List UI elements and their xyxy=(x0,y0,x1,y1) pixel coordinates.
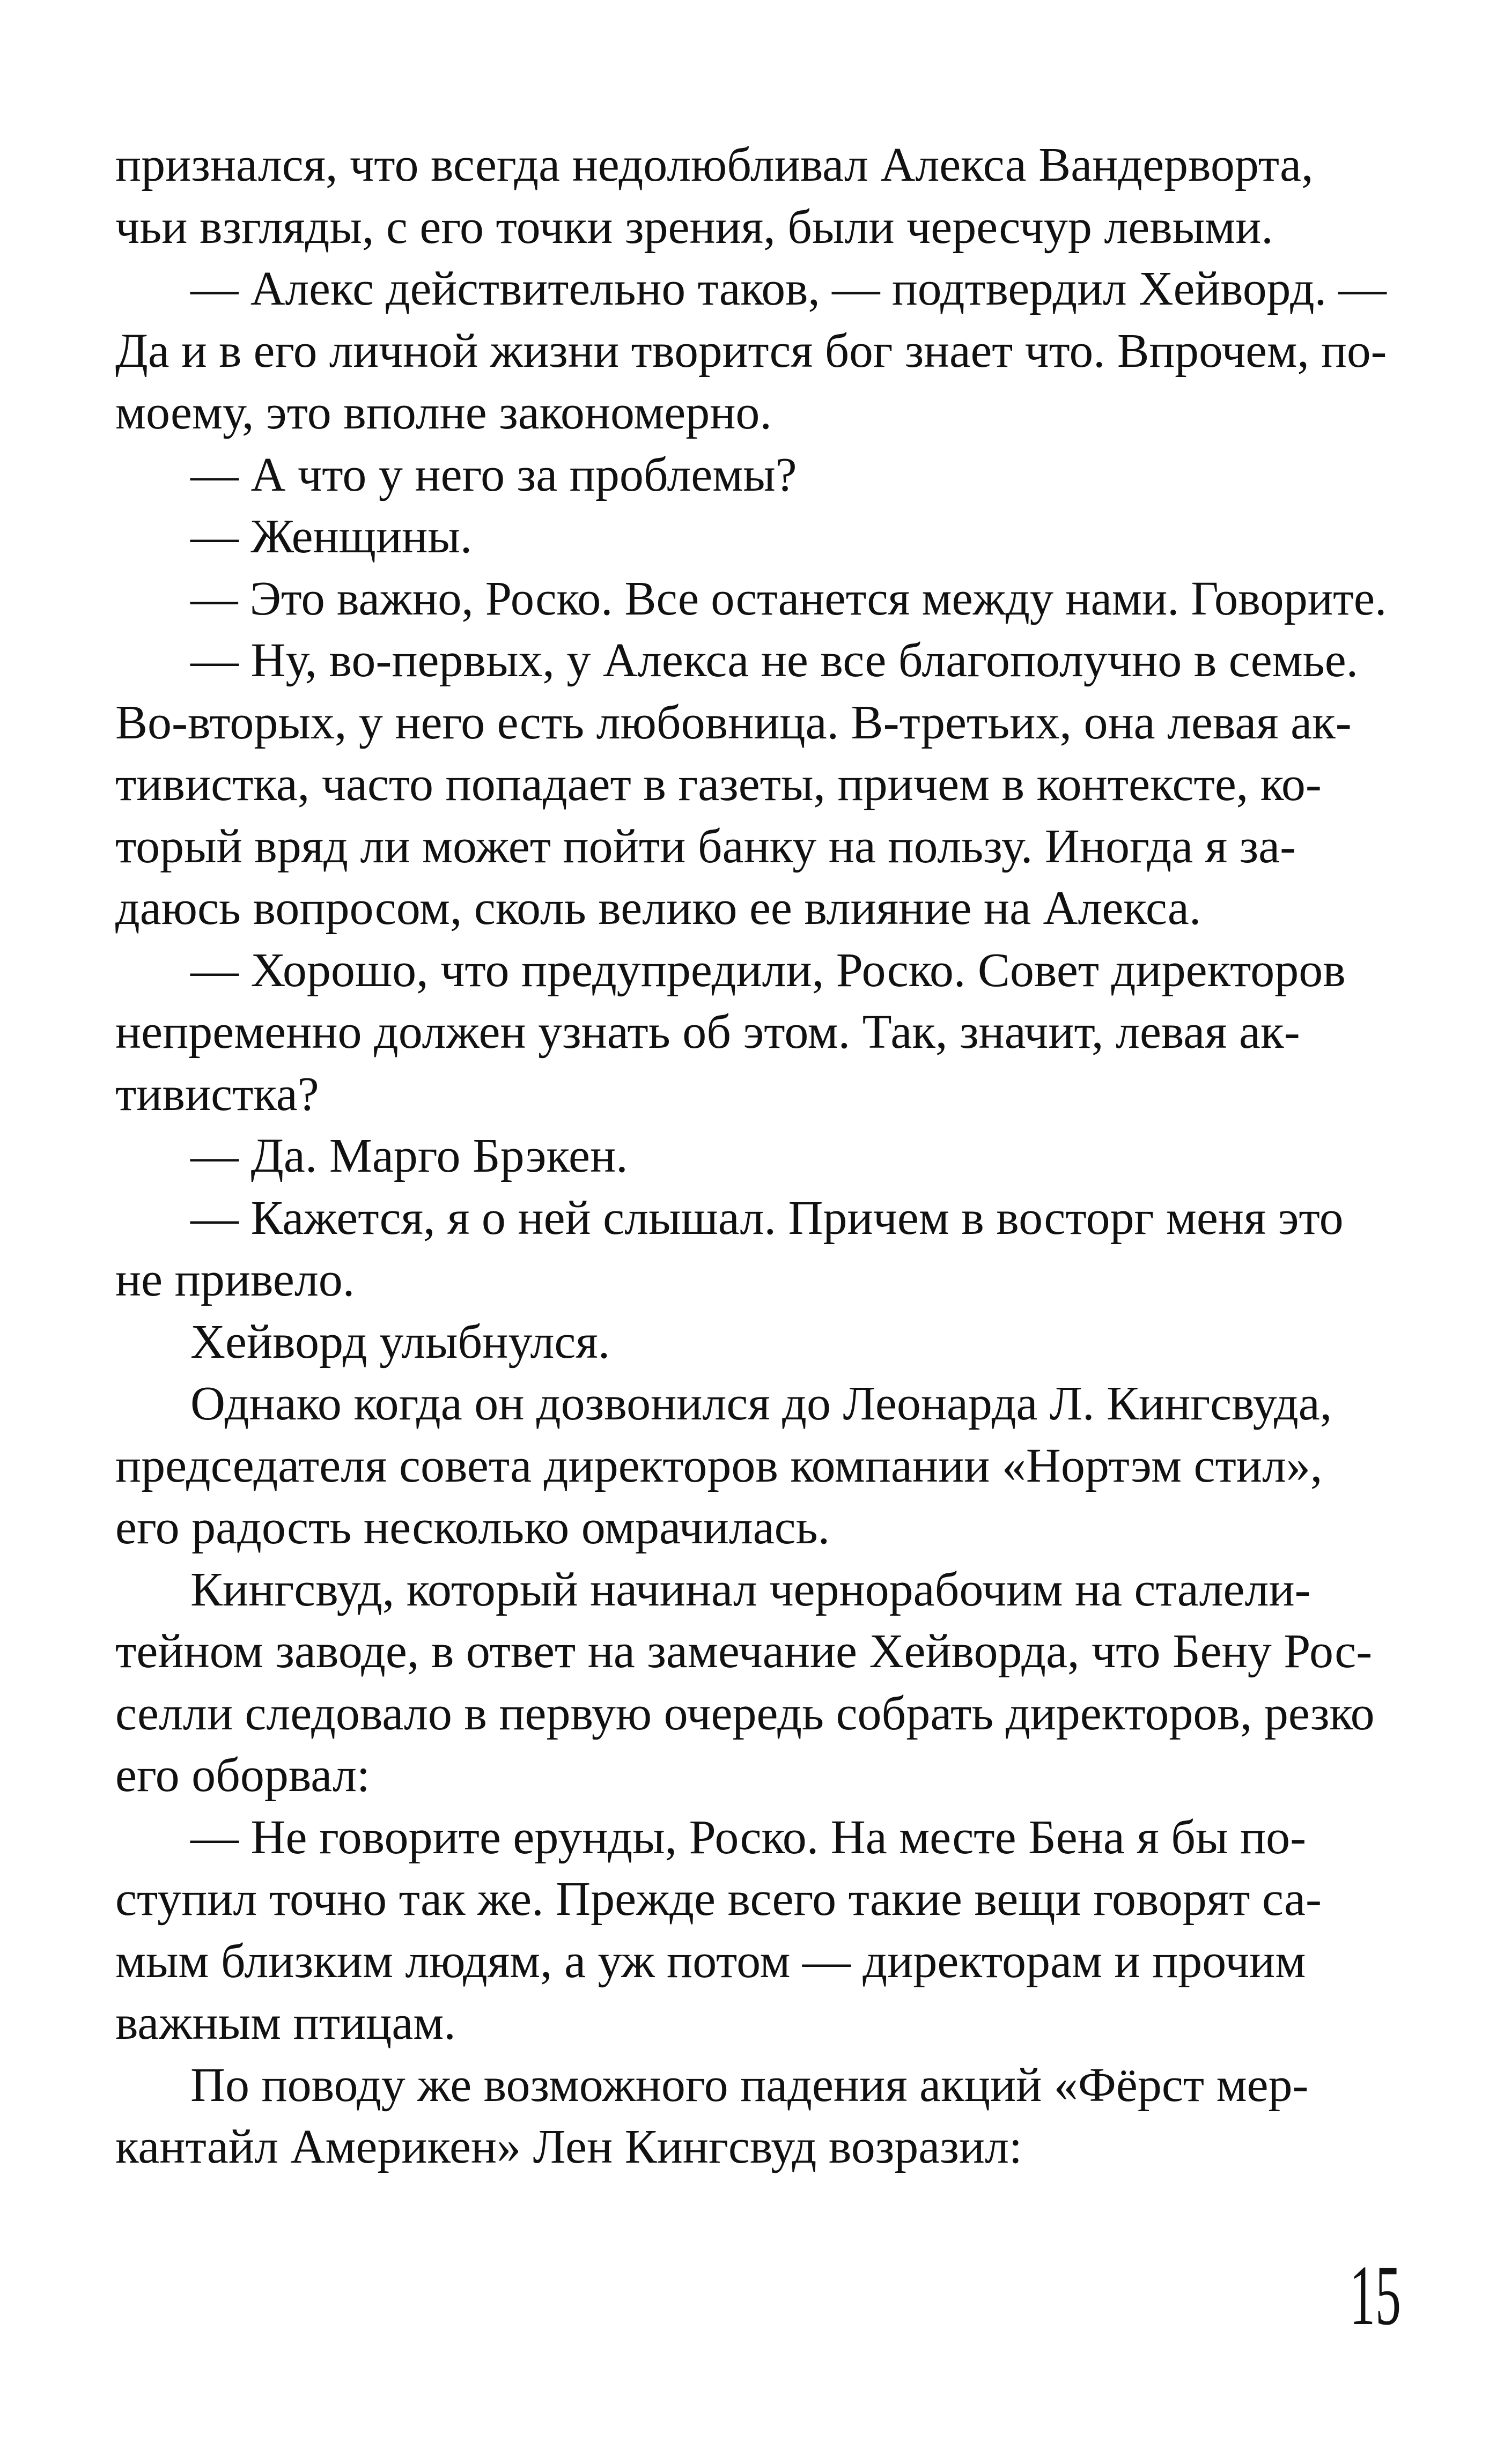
text-line: — Алекс действительно таков, — подтвердил Хейворд. — xyxy=(190,262,1387,315)
text-line: моему, это вполне закономерно. xyxy=(115,386,772,439)
text-line: тивистка, часто попадает в газеты, причем в контексте, ко- xyxy=(115,758,1322,811)
text-line: Во-вторых, у него есть любовница. В-третьих, она левая ак- xyxy=(115,695,1352,749)
page-number: 15 xyxy=(1350,2247,1401,2343)
text-line: чьи взгляды, с его точки зрения, были чересчур левыми. xyxy=(115,200,1273,254)
text-line: важным птицам. xyxy=(115,1996,456,2049)
text-line: даюсь вопросом, сколь велико ее влияние на Алекса. xyxy=(115,882,1201,935)
text-line: тивистка? xyxy=(115,1067,319,1121)
text-line: мым близким людям, а уж потом — директорам и прочим xyxy=(115,1934,1306,1988)
text-line: селли следовало в первую очередь собрать директоров, резко xyxy=(115,1686,1375,1740)
text-line: — Кажется, я о ней слышал. Причем в восторг меня это xyxy=(190,1191,1344,1245)
text-line: торый вряд ли может пойти банку на пользу. Иногда я за- xyxy=(115,819,1296,873)
text-line: тейном заводе, в ответ на замечание Хейворда, что Бену Рос- xyxy=(115,1625,1373,1678)
text-line: — Да. Марго Брэкен. xyxy=(190,1129,628,1182)
text-line: кантайл Америкен» Лен Кингсвуд возразил: xyxy=(115,2120,1022,2173)
text-line: Кингсвуд, который начинал чернорабочим на сталели- xyxy=(190,1563,1311,1616)
text-line: непременно должен узнать об этом. Так, значит, левая ак- xyxy=(115,1005,1300,1059)
text-line: Хейворд улыбнулся. xyxy=(190,1315,610,1368)
text-line: — Женщины. xyxy=(190,510,473,563)
text-line: — Ну, во-первых, у Алекса не все благополучно в семье. xyxy=(190,634,1359,687)
text-line: его оборвал: xyxy=(115,1749,370,1802)
text-line: — Хорошо, что предупредили, Роско. Совет директоров xyxy=(190,943,1346,997)
text-line: его радость несколько омрачилась. xyxy=(115,1501,830,1554)
text-line: не привело. xyxy=(115,1253,355,1306)
text-line: — Не говорите ерунды, Роско. На месте Бена я бы по- xyxy=(190,1810,1307,1864)
text-line: ступил точно так же. Прежде всего такие вещи говорят са- xyxy=(115,1873,1322,1926)
text-line: — Это важно, Роско. Все останется между нами. Говорите. xyxy=(190,572,1387,625)
text-line: признался, что всегда недолюбливал Алекса Вандерворта, xyxy=(115,138,1314,191)
text-line: Да и в его личной жизни творится бог знает что. Впрочем, по- xyxy=(115,324,1387,378)
text-line: Однако когда он дозвонился до Леонарда Л. Кингсвуда, xyxy=(190,1377,1332,1430)
text-line: По поводу же возможного падения акций «Фёрст мер- xyxy=(190,2058,1309,2112)
text-line: председателя совета директоров компании «Нортэм стил», xyxy=(115,1439,1323,1492)
text-line: — А что у него за проблемы? xyxy=(190,448,797,501)
